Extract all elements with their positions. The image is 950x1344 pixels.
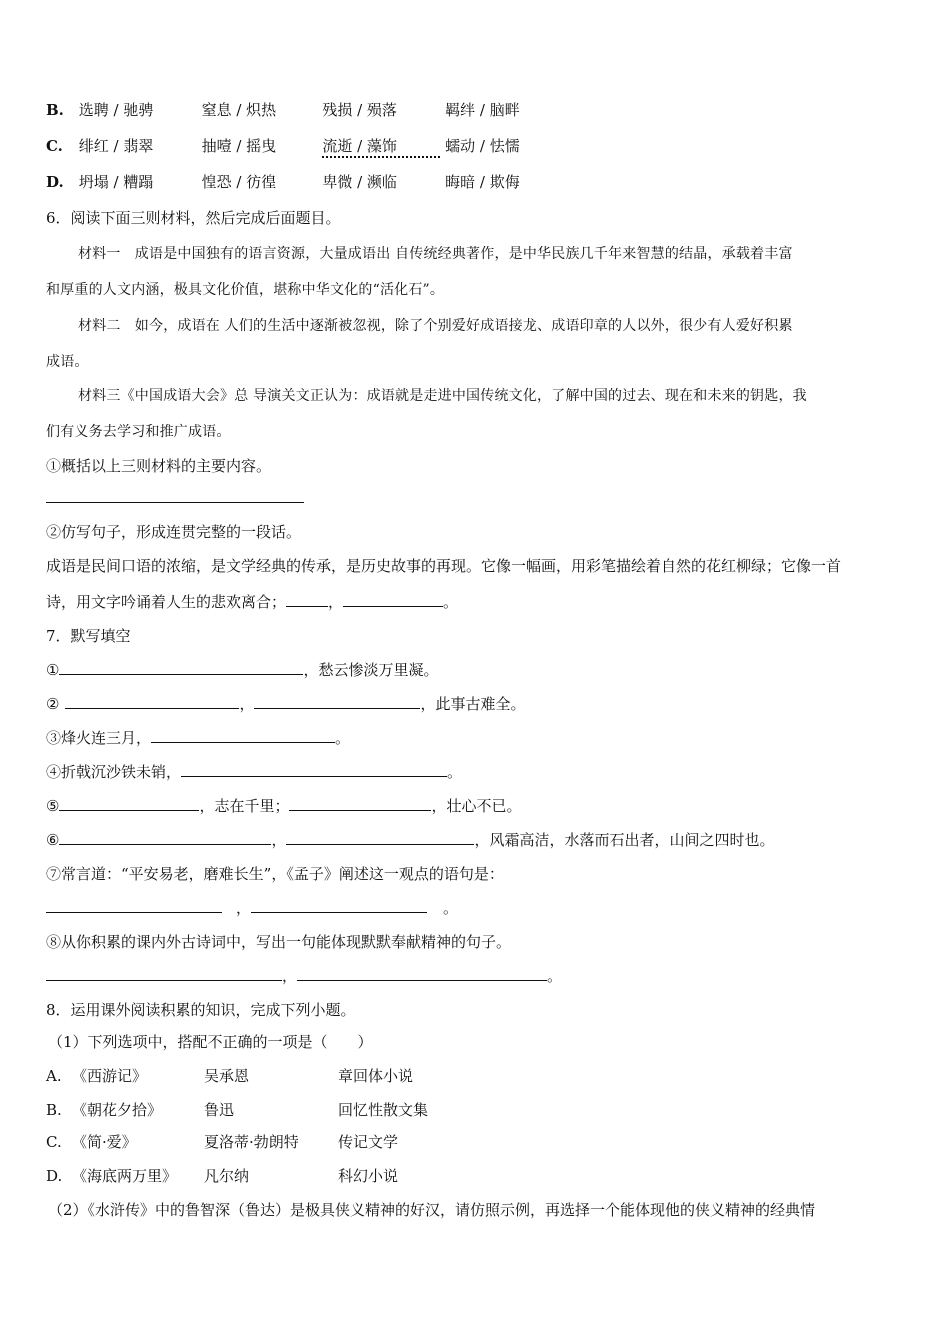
- answer-blank[interactable]: [151, 728, 335, 743]
- punct: ，: [282, 967, 298, 985]
- q7-item-2: [46, 694, 525, 714]
- q7-item-5: [46, 796, 521, 816]
- author: 吴承恩: [204, 1067, 250, 1085]
- answer-blank[interactable]: [181, 762, 447, 777]
- item-text: ，志在千里；: [199, 797, 290, 815]
- q8-option-c: [46, 1132, 398, 1152]
- book-title: 《简·爱》: [72, 1133, 137, 1151]
- q6-subquestion-2: ②仿写句子，形成连贯完整的一段话。: [46, 523, 302, 541]
- answer-blank[interactable]: [59, 830, 271, 845]
- word-pair: 选聘 / 驰骋: [78, 101, 154, 119]
- option-letter: D.: [46, 1167, 63, 1185]
- material-1-line-2: 和厚重的人文内涵，极具文化价值，堪称中华文化的“活化石”。: [46, 282, 445, 298]
- q5-option-c: [46, 136, 520, 158]
- q8-title: 8．运用课外阅读积累的知识，完成下列小题。: [46, 1001, 356, 1019]
- item-text: 。: [335, 729, 351, 747]
- q8-option-d: [46, 1166, 398, 1186]
- option-letter: B.: [46, 1101, 62, 1119]
- word-pair: 流逝 / 藻饰: [322, 136, 440, 158]
- q5-option-d: [46, 172, 520, 192]
- item-text: ，风霜高洁，水落而石出者，山间之四时也。: [474, 831, 775, 849]
- genre: 回忆性散文集: [338, 1101, 429, 1119]
- author: 夏洛蒂·勃朗特: [204, 1133, 299, 1151]
- word-pair: 惶恐 / 彷徨: [201, 173, 277, 191]
- answer-blank[interactable]: [254, 694, 420, 709]
- option-letter: C.: [46, 137, 63, 155]
- option-letter: A.: [46, 1067, 62, 1085]
- punct: ，: [328, 593, 344, 611]
- q7-item-7-answers: [46, 898, 458, 918]
- answer-blank[interactable]: [59, 660, 303, 675]
- q7-item-8-answers: [46, 966, 562, 986]
- word-pair: 晦暗 / 欺侮: [445, 173, 520, 191]
- material-3-line-2: 们有义务去学习和推广成语。: [46, 424, 231, 440]
- item-number: ⑥: [46, 831, 60, 849]
- book-title: 《海底两万里》: [72, 1167, 178, 1185]
- option-letter: B.: [46, 101, 64, 119]
- q7-item-1: [46, 660, 438, 680]
- q7-title: 7．默写填空: [46, 627, 131, 645]
- item-text: 。: [447, 763, 463, 781]
- prompt-text: 诗，用文字吟诵着人生的悲欢离合；: [46, 593, 287, 611]
- genre: 章回体小说: [338, 1067, 414, 1085]
- material-2-line-1: 材料二 如今，成语在 人们的生活中逐渐被忽视，除了个别爱好成语接龙、成语印章的人以外，很少有人爱好积累: [78, 318, 793, 334]
- item-number: ①: [46, 661, 60, 679]
- q8-subquestion-1: （1）下列选项中，搭配不正确的一项是（ ）: [48, 1033, 373, 1051]
- word-pair: 窒息 / 炽热: [201, 101, 277, 119]
- item-text: ，: [239, 695, 255, 713]
- answer-blank[interactable]: [46, 898, 222, 913]
- answer-line[interactable]: [46, 488, 304, 508]
- author: 凡尔纳: [204, 1167, 250, 1185]
- word-pair: 蠕动 / 怯懦: [445, 137, 520, 155]
- answer-blank[interactable]: [297, 966, 547, 981]
- word-pair: 绯红 / 翡翠: [78, 137, 154, 155]
- item-number: ②: [46, 695, 60, 713]
- q8-subquestion-2: （2）《水浒传》中的鲁智深（鲁达）是极具侠义精神的好汉，请仿照示例，再选择一个能体现他的侠义精神的经典情: [48, 1201, 816, 1219]
- punct: ，: [236, 899, 252, 917]
- answer-blank[interactable]: [251, 898, 427, 913]
- q7-item-4: [46, 762, 462, 782]
- answer-blank[interactable]: [343, 592, 443, 607]
- q6-prompt-line-1: 成语是民间口语的浓缩，是文学经典的传承，是历史故事的再现。它像一幅画，用彩笔描绘着自然的花红柳绿；它像一首: [46, 557, 842, 575]
- answer-blank[interactable]: [286, 830, 474, 845]
- punct: 。: [547, 967, 563, 985]
- q7-item-6: [46, 830, 774, 850]
- material-1-line-1: 材料一 成语是中国独有的语言资源，大量成语出 自传统经典著作，是中华民族几千年来智慧的结晶，承载着丰富: [78, 246, 793, 262]
- q6-subquestion-1: ①概括以上三则材料的主要内容。: [46, 457, 272, 475]
- book-title: 《西游记》: [72, 1067, 148, 1085]
- genre: 科幻小说: [338, 1167, 399, 1185]
- option-letter: D.: [46, 173, 64, 191]
- genre: 传记文学: [338, 1133, 399, 1151]
- q8-option-a: [46, 1066, 413, 1086]
- item-number: ⑤: [46, 797, 60, 815]
- word-pair: 羁绊 / 脑畔: [445, 101, 520, 119]
- answer-blank[interactable]: [65, 694, 239, 709]
- q5-option-b: [46, 100, 520, 120]
- punct: 。: [443, 593, 459, 611]
- answer-blank[interactable]: [59, 796, 199, 811]
- item-text: ③烽火连三月，: [46, 729, 152, 747]
- author: 鲁迅: [204, 1101, 235, 1119]
- answer-blank[interactable]: [286, 592, 328, 607]
- q7-item-8: ⑧从你积累的课内外古诗词中，写出一句能体现默默奉献精神的句子。: [46, 933, 512, 951]
- material-2-line-2: 成语。: [46, 354, 89, 370]
- word-pair: 坍塌 / 糟蹋: [78, 173, 154, 191]
- word-pair: 残损 / 殒落: [322, 101, 397, 119]
- q7-item-7: ⑦常言道：“平安易老，磨难长生”，《孟子》阐述这一观点的语句是：: [46, 865, 504, 883]
- item-text: ，壮心不已。: [431, 797, 522, 815]
- q7-item-3: [46, 728, 350, 748]
- q6-title: 6．阅读下面三则材料，然后完成后面题目。: [46, 209, 341, 227]
- word-pair: 卑微 / 濒临: [322, 173, 397, 191]
- book-title: 《朝花夕拾》: [72, 1101, 163, 1119]
- word-pair: 抽噎 / 摇曳: [201, 137, 277, 155]
- material-3-line-1: 材料三《中国成语大会》总 导演关文正认为：成语就是走进中国传统文化，了解中国的过去、现在和未来的钥匙，我: [78, 388, 807, 404]
- q8-option-b: [46, 1100, 428, 1120]
- item-text: ④折戟沉沙铁未销，: [46, 763, 182, 781]
- item-text: ，: [271, 831, 287, 849]
- q6-prompt-line-2: [46, 592, 458, 612]
- answer-blank[interactable]: [46, 966, 282, 981]
- answer-blank[interactable]: [289, 796, 431, 811]
- option-letter: C.: [46, 1133, 62, 1151]
- item-text: ，愁云惨淡万里凝。: [303, 661, 439, 679]
- item-text: ，此事古难全。: [420, 695, 526, 713]
- punct: 。: [443, 899, 459, 917]
